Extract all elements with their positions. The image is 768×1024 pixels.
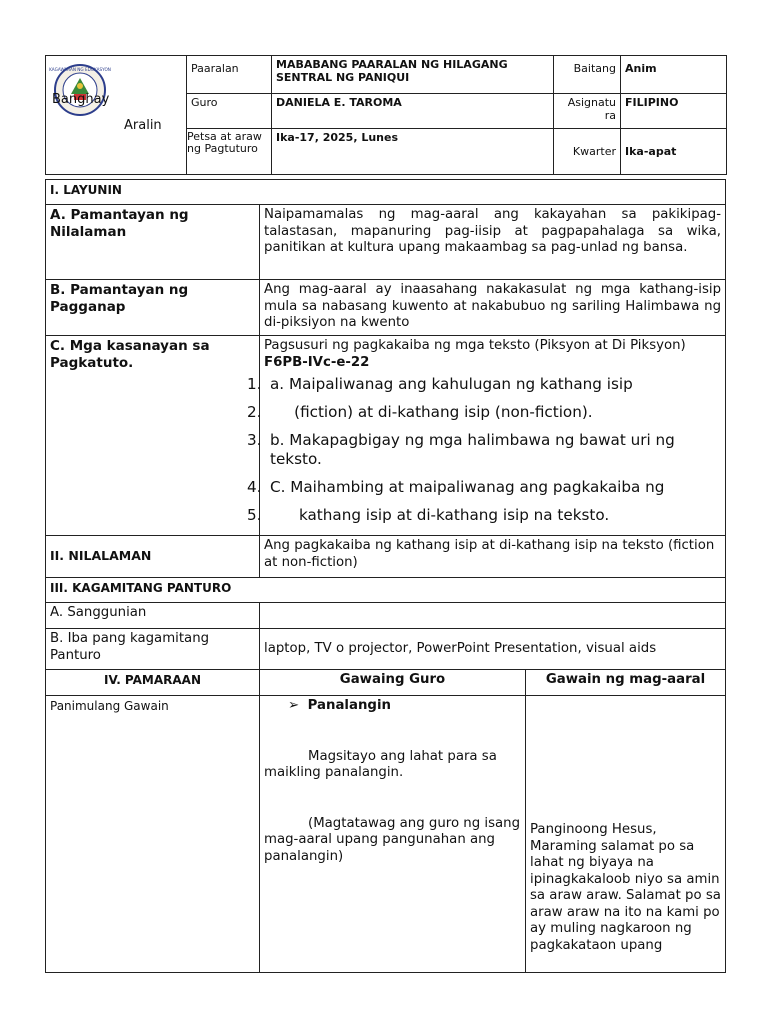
objectives-list <box>247 375 721 525</box>
iba-pang-kagamitan-value: laptop, TV o projector, PowerPoint Presentation, visual aids <box>260 629 726 670</box>
panimulang-gawain-label: Panimulang Gawain <box>46 696 260 973</box>
objective-item: 1. a. Maipaliwanag ang kahulugan ng kathang isip <box>247 375 633 393</box>
title-aralin: Aralin <box>124 118 162 133</box>
header-table <box>45 55 727 175</box>
iba-pang-kagamitan-label: B. Iba pang kagamitang Panturo <box>46 629 260 670</box>
quarter-label: Kwarter <box>554 129 621 175</box>
student-prayer-text: Panginoong Hesus, Maraming salamat po sa lahat ng biyaya na ipinagkakaloob niyo sa amin sa araw araw. Salamat po sa araw araw na ito na kami po ay muling nagkaroon ng pagkakataon upang <box>530 822 721 953</box>
objective-item: 3. b. Makapagbigay ng mga halimbawa ng bawat uri ng teksto. <box>247 431 675 468</box>
quarter-value: Ika-apat <box>621 129 727 175</box>
guro-activity-cell <box>260 696 526 973</box>
teacher-value: DANIELA E. TAROMA <box>272 94 554 129</box>
kagamitan-heading: III. KAGAMITANG PANTURO <box>46 578 726 603</box>
deped-seal-icon <box>49 64 111 116</box>
date-label: Petsa at araw ng Pagtuturo <box>187 129 272 175</box>
kasanayan-label: C. Mga kasanayan sa Pagkatuto. <box>46 336 260 536</box>
grade-value: Anim <box>621 56 727 94</box>
lesson-plan-table <box>45 179 726 973</box>
school-value: MABABANG PAARALAN NG HILAGANG SENTRAL NG PANIQUI <box>272 56 554 94</box>
student-activity-cell <box>526 696 726 973</box>
subject-value: FILIPINO <box>621 94 727 129</box>
pamantayan-pagganap-label: B. Pamantayan ng Pagganap <box>46 280 260 336</box>
arrow-bullet-icon: ➢ <box>288 698 300 713</box>
teacher-label: Guro <box>187 94 272 129</box>
pamantayan-nilalaman-label: A. Pamantayan ng Nilalaman <box>46 205 260 280</box>
objective-item: 5. kathang isip at di-kathang isip na teksto. <box>247 506 610 524</box>
prayer-heading: ➢ Panalangin <box>288 698 391 713</box>
gawaing-guro-header: Gawaing Guro <box>260 670 526 696</box>
pamantayan-pagganap-text: Ang mag-aaral ay inaasahang nakakasulat ng mga kathang-isip mula sa nabasang kuwento at nakabubuo ng sariling Halimbawa ng di-piksiyon na kwento <box>260 280 726 336</box>
subject-label: Asignatu ra <box>554 94 621 129</box>
title-banghay: Banghay <box>52 92 110 107</box>
sanggunian-value <box>260 603 726 629</box>
pamantayan-nilalaman-text: Naipamamalas ng mag-aaral ang kakayahan sa pakikipag-talastasan, mapanuring pag-iisip at pagpapahalaga sa wika, panitikan at kultura upang makaambag sa pag-unlad ng bansa. <box>260 205 726 280</box>
gawain-mag-aaral-header: Gawain ng mag-aaral <box>526 670 726 696</box>
school-label: Paaralan <box>187 56 272 94</box>
guro-instruction-1: Magsitayo ang lahat para sa maikling panalangin. <box>264 748 497 780</box>
sanggunian-label: A. Sanggunian <box>46 603 260 629</box>
guro-instruction-2: (Magtatawag ang guro ng isang mag-aaral upang pangunahan ang panalangin) <box>264 815 521 864</box>
svg-text:KAGAWARAN NG EDUKASYON: KAGAWARAN NG EDUKASYON <box>49 67 111 72</box>
objective-item: 4. C. Maihambing at maipaliwanag ang pagkakaiba ng <box>247 478 665 496</box>
date-value: Ika-17, 2025, Lunes <box>272 129 554 175</box>
objective-item: 2. (fiction) at di-kathang isip (non-fiction). <box>247 403 593 421</box>
kasanayan-cell <box>247 336 726 536</box>
nilalaman-label: II. NILALAMAN <box>46 536 260 578</box>
competency-code: F6PB-IVc-e-22 <box>264 354 370 370</box>
layunin-heading: I. LAYUNIN <box>46 180 726 205</box>
grade-label: Baitang <box>554 56 621 94</box>
header-title-cell <box>46 56 187 175</box>
kasanayan-text: Pagsusuri ng pagkakaiba ng mga teksto (Piksyon at Di Piksyon) F6PB-IVc-e-22 <box>264 338 686 370</box>
nilalaman-text: Ang pagkakaiba ng kathang isip at di-kathang isip na teksto (fiction at non-fiction) <box>260 536 726 578</box>
pamaraan-label: IV. PAMARAAN <box>46 670 260 696</box>
